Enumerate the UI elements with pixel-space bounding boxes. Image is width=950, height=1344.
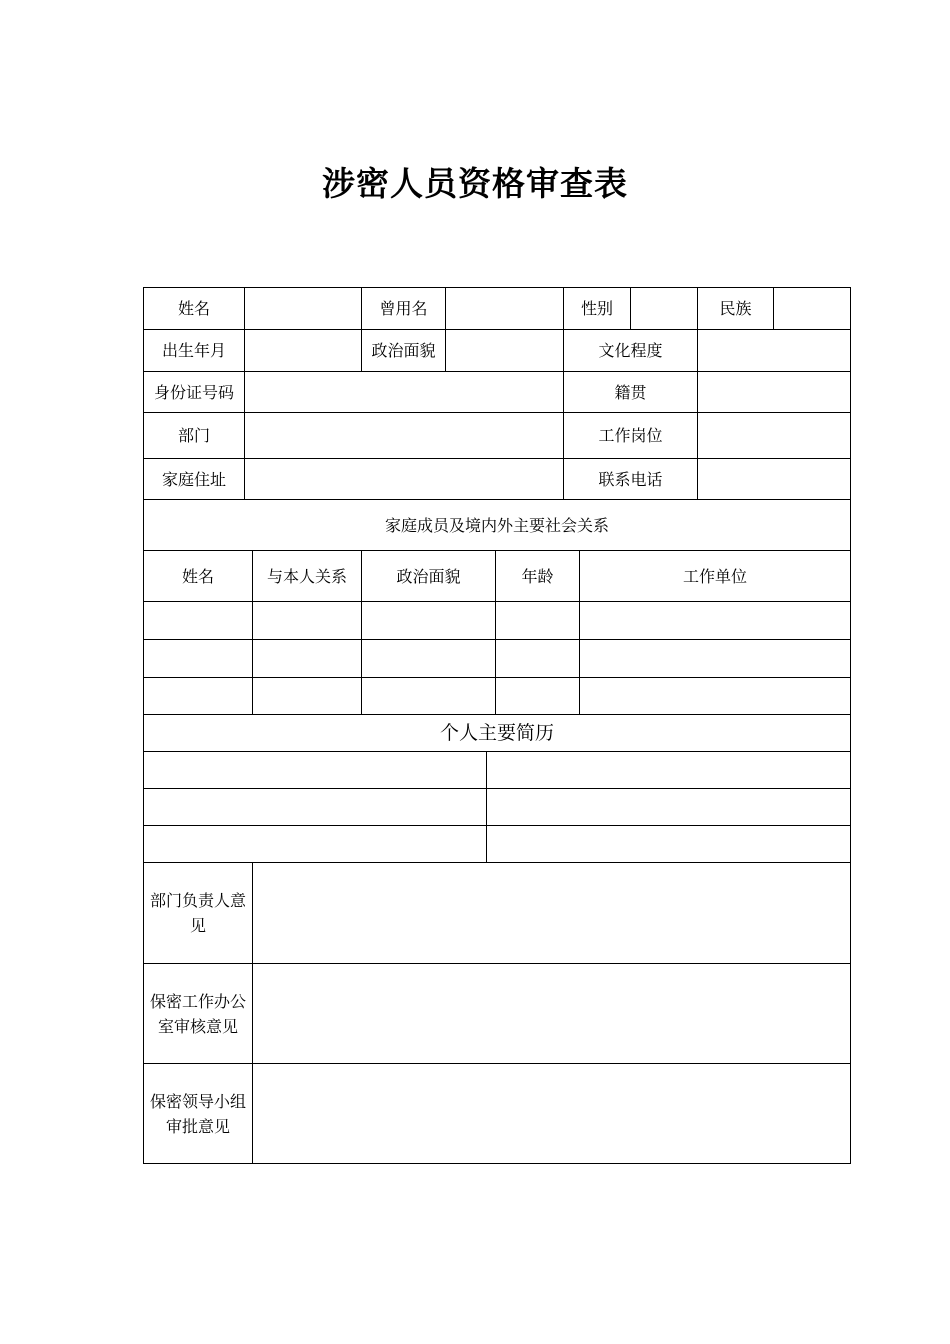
dept-head-opinion-field[interactable] xyxy=(253,863,850,963)
phone-field[interactable] xyxy=(698,459,850,499)
resume-row-2-period[interactable] xyxy=(144,789,486,825)
name-field[interactable] xyxy=(245,288,361,329)
gender-label: 性别 xyxy=(580,299,613,318)
department-field[interactable] xyxy=(245,413,563,458)
post-field[interactable] xyxy=(698,413,850,458)
family-col-age: 年龄 xyxy=(521,566,554,586)
address-field[interactable] xyxy=(245,459,563,499)
dept-head-opinion-label: 部门负责人意见 xyxy=(150,891,247,935)
family-col-name: 姓名 xyxy=(181,566,214,586)
resume-row-3-detail[interactable] xyxy=(487,826,850,862)
family-row-3-political[interactable] xyxy=(362,678,495,714)
table-border-right xyxy=(850,287,851,1164)
secrecy-office-opinion-label: 保密工作办公室审核意见 xyxy=(150,991,247,1036)
family-row-1-age[interactable] xyxy=(496,602,579,639)
family-row-3-employer[interactable] xyxy=(580,678,850,714)
family-row-3-name[interactable] xyxy=(144,678,252,714)
id-number-label: 身份证号码 xyxy=(153,382,234,402)
phone-label: 联系电话 xyxy=(598,469,663,489)
family-row-1-relation[interactable] xyxy=(253,602,361,639)
leader-group-approval-field[interactable] xyxy=(253,1064,850,1163)
form-title: 涉密人员资格审查表 xyxy=(322,164,628,203)
family-row-2-employer[interactable] xyxy=(580,640,850,677)
native-place-field[interactable] xyxy=(698,372,850,412)
family-row-1-employer[interactable] xyxy=(580,602,850,639)
family-row-3-relation[interactable] xyxy=(253,678,361,714)
alias-field[interactable] xyxy=(446,288,563,329)
birth-field[interactable] xyxy=(245,330,361,371)
table-border-bottom xyxy=(143,1163,851,1164)
resume-row-1-period[interactable] xyxy=(144,752,486,788)
native-place-label: 籍贯 xyxy=(614,382,647,402)
name-label: 姓名 xyxy=(177,299,210,318)
birth-label: 出生年月 xyxy=(161,341,226,360)
resume-section-heading: 个人主要简历 xyxy=(439,721,554,744)
family-row-2-political[interactable] xyxy=(362,640,495,677)
education-field[interactable] xyxy=(698,330,850,371)
political-label: 政治面貌 xyxy=(371,341,436,360)
family-row-3-age[interactable] xyxy=(496,678,579,714)
education-label: 文化程度 xyxy=(598,341,663,360)
family-col-employer: 工作单位 xyxy=(682,566,747,586)
family-col-political: 政治面貌 xyxy=(396,566,461,586)
id-number-field[interactable] xyxy=(245,372,563,412)
family-section-heading: 家庭成员及境内外主要社会关系 xyxy=(384,515,609,535)
gender-field[interactable] xyxy=(631,288,697,329)
address-label: 家庭住址 xyxy=(161,469,226,489)
ethnicity-field[interactable] xyxy=(774,288,850,329)
resume-row-1-detail[interactable] xyxy=(487,752,850,788)
family-col-relation: 与本人关系 xyxy=(266,566,347,586)
department-label: 部门 xyxy=(177,426,210,445)
secrecy-office-opinion-field[interactable] xyxy=(253,964,850,1063)
alias-label: 曾用名 xyxy=(379,299,428,318)
family-row-2-name[interactable] xyxy=(144,640,252,677)
resume-row-3-period[interactable] xyxy=(144,826,486,862)
leader-group-approval-label: 保密领导小组审批意见 xyxy=(150,1091,247,1136)
family-row-2-age[interactable] xyxy=(496,640,579,677)
post-label: 工作岗位 xyxy=(598,426,663,445)
family-row-1-political[interactable] xyxy=(362,602,495,639)
resume-row-2-detail[interactable] xyxy=(487,789,850,825)
political-field[interactable] xyxy=(446,330,563,371)
family-row-1-name[interactable] xyxy=(144,602,252,639)
ethnicity-label: 民族 xyxy=(719,299,752,318)
family-row-2-relation[interactable] xyxy=(253,640,361,677)
